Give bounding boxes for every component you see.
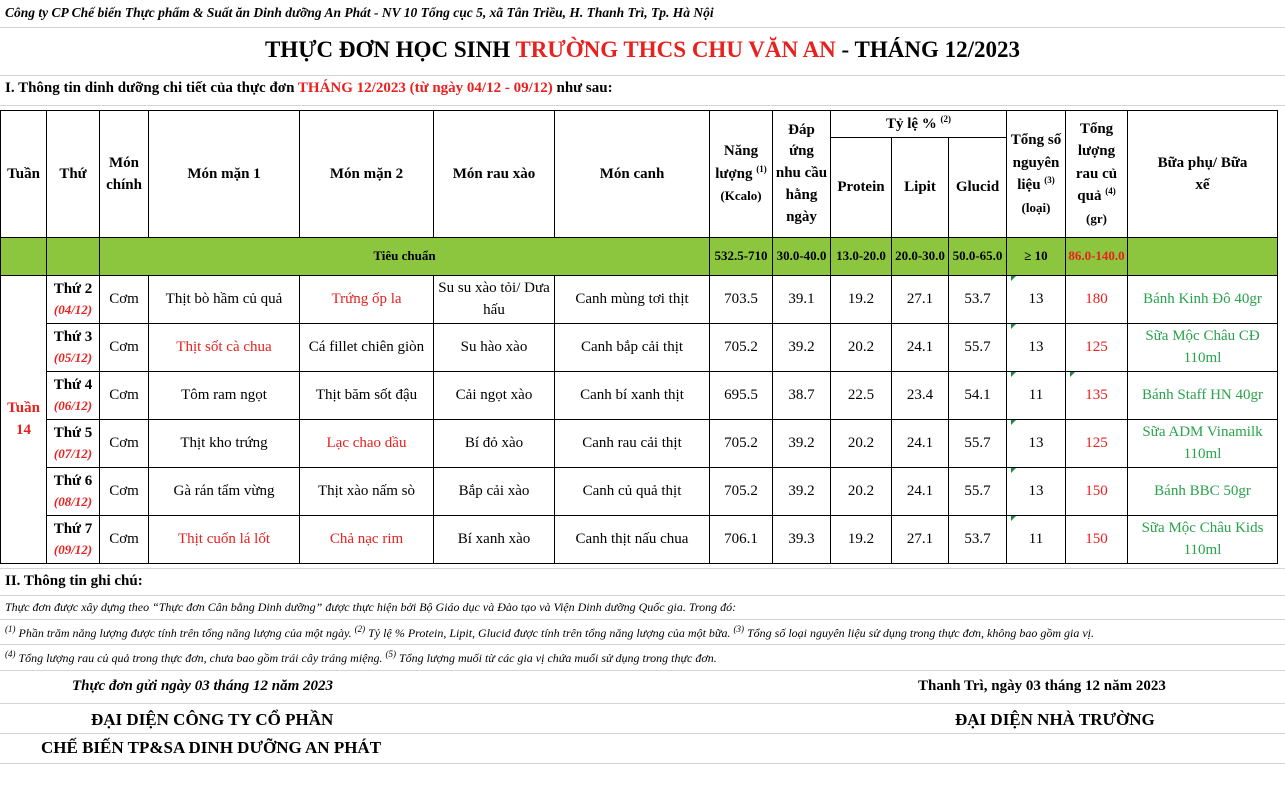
- meet-cell: 39.2: [773, 468, 831, 516]
- table-row: [1, 420, 1278, 468]
- main-cell: Cơm: [100, 324, 149, 372]
- protein-cell: 19.2: [831, 516, 892, 564]
- standard-empty: [1, 238, 47, 276]
- snack-cell: Bánh Staff HN 40gr: [1128, 372, 1278, 420]
- title-suffix: - THÁNG 12/2023: [835, 37, 1021, 62]
- day-cell: [47, 372, 100, 420]
- salty1-cell: Thịt bò hầm củ quả: [149, 276, 300, 324]
- standard-energy: 532.5-710: [710, 238, 773, 276]
- veg-cell: Su su xào tỏi/ Dưa hấu: [434, 276, 555, 324]
- header-energy: [710, 111, 773, 238]
- section2-heading: II. Thông tin ghi chú:: [5, 573, 143, 589]
- glucid-cell: 54.1: [949, 372, 1007, 420]
- lipit-cell: 23.4: [892, 372, 949, 420]
- protein-cell: 20.2: [831, 420, 892, 468]
- ingredients-cell: 13: [1007, 468, 1066, 516]
- day-date: (04/12): [53, 301, 93, 317]
- comment-indicator-icon: [1011, 420, 1016, 425]
- table-row: [1, 276, 1278, 324]
- snack-cell: Sữa ADM Vinamilk 110ml: [1128, 420, 1278, 468]
- vegtotal-cell: 135: [1066, 372, 1128, 420]
- standard-lipit: 20.0-30.0: [892, 238, 949, 276]
- glucid-cell: 53.7: [949, 516, 1007, 564]
- header-day: Thứ: [47, 111, 100, 238]
- day-date: (08/12): [53, 493, 93, 509]
- company-info: Công ty CP Chế biến Thực phẩm & Suất ăn Dinh dưỡng An Phát - NV 10 Tổng cục 5, xã Tân Triều, H. Thanh Trì, Tp. Hà Nội: [5, 5, 714, 20]
- header-salty2: Món mặn 2: [300, 111, 434, 238]
- company-representative-line-2: CHẾ BIẾN TP&SA DINH DƯỠNG AN PHÁT: [41, 738, 382, 757]
- table-row: [1, 468, 1278, 516]
- header-ratio-sup: (2): [940, 113, 952, 124]
- header-vegtotal-sup: (4): [1105, 186, 1116, 197]
- header-ingredients-label: Tổng số nguyên liệu: [1010, 132, 1062, 193]
- day-date: (05/12): [53, 349, 93, 365]
- day-date: (09/12): [53, 541, 93, 557]
- main-cell: Cơm: [100, 372, 149, 420]
- day-name: Thứ 3: [53, 329, 93, 346]
- grid-line: [0, 595, 1285, 596]
- note-text: Tổng lượng muối từ các gia vị chứa muối sử dụng trong thực đơn.: [395, 651, 717, 665]
- table-row: [1, 324, 1278, 372]
- note-sup: (5): [385, 649, 396, 659]
- veg-cell: Bí xanh xào: [434, 516, 555, 564]
- section1-suffix: như sau:: [552, 80, 613, 96]
- standard-row: [1, 238, 1278, 276]
- place-date: Thanh Trì, ngày 03 tháng 12 năm 2023: [918, 678, 1166, 694]
- menu-table: [0, 110, 1278, 564]
- week-cell: Tuần 14: [1, 276, 47, 564]
- note-intro: Thực đơn được xây dựng theo “Thực đơn Cân bằng Dinh dưỡng” được thực hiện bởi Bộ Giáo dục và Đào tạo và Viện Dinh dưỡng Quốc gia. Trong đó:: [5, 600, 737, 614]
- meet-cell: 39.3: [773, 516, 831, 564]
- salty1-cell: Thịt sốt cà chua: [149, 324, 300, 372]
- company-representative-line-1: ĐẠI DIỆN CÔNG TY CỔ PHẦN: [91, 710, 334, 729]
- grid-line: [0, 733, 1285, 734]
- grid-line: [0, 105, 1285, 106]
- standard-empty: [1128, 238, 1278, 276]
- protein-cell: 20.2: [831, 324, 892, 372]
- day-name: Thứ 7: [53, 521, 93, 538]
- section1-prefix: I. Thông tin dinh dưỡng chi tiết của thực đơn: [5, 80, 298, 96]
- salty2-cell: Trứng ốp la: [300, 276, 434, 324]
- sent-date: Thực đơn gửi ngày 03 tháng 12 năm 2023: [72, 678, 334, 694]
- veg-cell: Cải ngọt xào: [434, 372, 555, 420]
- energy-cell: 695.5: [710, 372, 773, 420]
- energy-cell: 705.2: [710, 468, 773, 516]
- energy-cell: 705.2: [710, 324, 773, 372]
- vegtotal-cell: 125: [1066, 420, 1128, 468]
- salty2-cell: Thịt băm sốt đậu: [300, 372, 434, 420]
- comment-indicator-icon: [1011, 276, 1016, 281]
- header-week: Tuần: [1, 111, 47, 238]
- grid-line: [0, 763, 1285, 764]
- note-line-2: [5, 649, 717, 666]
- comment-indicator-icon: [1011, 468, 1016, 473]
- section1-heading: [5, 80, 613, 97]
- veg-cell: Su hào xào: [434, 324, 555, 372]
- standard-glucid: 50.0-65.0: [949, 238, 1007, 276]
- day-name: Thứ 2: [53, 281, 93, 298]
- grid-line: [0, 703, 1285, 704]
- standard-protein: 13.0-20.0: [831, 238, 892, 276]
- header-ratio: [831, 111, 1007, 138]
- main-cell: Cơm: [100, 516, 149, 564]
- soup-cell: Canh mùng tơi thịt: [555, 276, 710, 324]
- protein-cell: 20.2: [831, 468, 892, 516]
- salty2-cell: Lạc chao dầu: [300, 420, 434, 468]
- header-ratio-label: Tỷ lệ %: [885, 115, 937, 132]
- title-prefix: THỰC ĐƠN HỌC SINH: [264, 37, 516, 62]
- page-title: [0, 37, 1285, 63]
- school-representative: ĐẠI DIỆN NHÀ TRƯỜNG: [955, 710, 1155, 729]
- header-ingredients-sup: (3): [1044, 175, 1055, 185]
- ingredients-cell: 11: [1007, 516, 1066, 564]
- glucid-cell: 55.7: [949, 324, 1007, 372]
- day-cell: [47, 420, 100, 468]
- veg-cell: Bắp cải xào: [434, 468, 555, 516]
- meet-cell: 39.2: [773, 420, 831, 468]
- salty1-cell: Thịt kho trứng: [149, 420, 300, 468]
- salty1-cell: Tôm ram ngọt: [149, 372, 300, 420]
- ingredients-cell: 13: [1007, 276, 1066, 324]
- header-ingredients-unit: (loại): [1021, 199, 1051, 215]
- ingredients-cell: 13: [1007, 420, 1066, 468]
- ingredients-cell: 13: [1007, 324, 1066, 372]
- energy-cell: 705.2: [710, 420, 773, 468]
- header-meet: Đáp ứng nhu cầu hằng ngày: [773, 111, 831, 238]
- soup-cell: Canh rau cải thịt: [555, 420, 710, 468]
- header-protein: Protein: [831, 138, 892, 238]
- note-line-1: [5, 624, 1094, 641]
- header-main: Món chính: [100, 111, 149, 238]
- comment-indicator-icon: [1011, 372, 1016, 377]
- grid-line: [0, 670, 1285, 671]
- day-cell: [47, 468, 100, 516]
- meet-cell: 39.2: [773, 324, 831, 372]
- salty1-cell: Gà rán tẩm vừng: [149, 468, 300, 516]
- glucid-cell: 55.7: [949, 468, 1007, 516]
- lipit-cell: 24.1: [892, 420, 949, 468]
- grid-line: [0, 619, 1285, 620]
- note-sup: (3): [733, 624, 744, 634]
- vegtotal-cell: 180: [1066, 276, 1128, 324]
- energy-cell: 706.1: [710, 516, 773, 564]
- salty1-cell: Thịt cuốn lá lốt: [149, 516, 300, 564]
- snack-cell: Sữa Mộc Châu CĐ 110ml: [1128, 324, 1278, 372]
- lipit-cell: 27.1: [892, 276, 949, 324]
- header-snack: Bữa phụ/ Bữa xế: [1128, 111, 1278, 238]
- day-cell: [47, 276, 100, 324]
- comment-indicator-icon: [1070, 372, 1075, 377]
- snack-cell: Bánh BBC 50gr: [1128, 468, 1278, 516]
- lipit-cell: 24.1: [892, 324, 949, 372]
- header-lipit: Lipit: [892, 138, 949, 238]
- note-sup: (2): [354, 624, 366, 634]
- vegtotal-cell: 125: [1066, 324, 1128, 372]
- title-school: TRƯỜNG THCS CHU VĂN AN: [515, 37, 836, 62]
- comment-indicator-icon: [1011, 324, 1016, 329]
- day-date: (06/12): [53, 397, 93, 413]
- note-text: Phần trăm năng lượng được tính trên tổng năng lượng của một ngày.: [15, 626, 355, 640]
- protein-cell: 19.2: [831, 276, 892, 324]
- grid-line: [0, 27, 1285, 28]
- header-ingredients: [1007, 111, 1066, 238]
- salty2-cell: Thịt xào nấm sò: [300, 468, 434, 516]
- main-cell: Cơm: [100, 468, 149, 516]
- header-energy-sup: (1): [756, 163, 767, 174]
- veg-cell: Bí đỏ xào: [434, 420, 555, 468]
- header-vegtotal-unit: (gr): [1086, 210, 1107, 226]
- snack-cell: Bánh Kinh Đô 40gr: [1128, 276, 1278, 324]
- vegtotal-cell: 150: [1066, 516, 1128, 564]
- header-row: [1, 111, 1278, 138]
- note-text: Tổng lượng rau củ quả trong thực đơn, chưa bao gồm trái cây tráng miệng.: [15, 651, 386, 665]
- lipit-cell: 27.1: [892, 516, 949, 564]
- day-date: (07/12): [53, 445, 93, 461]
- soup-cell: Canh thịt nấu chua: [555, 516, 710, 564]
- table-row: [1, 372, 1278, 420]
- standard-ingredients: ≥ 10: [1007, 238, 1066, 276]
- section1-highlight: THÁNG 12/2023 (từ ngày 04/12 - 09/12): [297, 80, 553, 96]
- meet-cell: 38.7: [773, 372, 831, 420]
- note-text: Tỷ lệ % Protein, Lipit, Glucid được tính trên tổng năng lượng của một bữa.: [365, 626, 734, 640]
- header-soup: Món canh: [555, 111, 710, 238]
- day-name: Thứ 5: [53, 425, 93, 442]
- soup-cell: Canh bắp cải thịt: [555, 324, 710, 372]
- day-name: Thứ 4: [53, 377, 93, 394]
- header-energy-unit: (Kcalo): [720, 188, 762, 204]
- day-name: Thứ 6: [53, 473, 93, 490]
- standard-meet: 30.0-40.0: [773, 238, 831, 276]
- main-cell: Cơm: [100, 420, 149, 468]
- vegtotal-cell: 150: [1066, 468, 1128, 516]
- header-glucid: Glucid: [949, 138, 1007, 238]
- note-sup: (4): [5, 649, 16, 659]
- glucid-cell: 53.7: [949, 276, 1007, 324]
- main-cell: Cơm: [100, 276, 149, 324]
- note-text: Tổng số loại nguyên liệu sử dụng trong thực đơn, không bao gồm gia vị.: [743, 626, 1095, 640]
- standard-label: Tiêu chuẩn: [100, 238, 710, 276]
- note-sup: (1): [5, 624, 16, 634]
- table-row: [1, 516, 1278, 564]
- soup-cell: Canh bí xanh thịt: [555, 372, 710, 420]
- grid-line: [0, 568, 1285, 569]
- ingredients-cell: 11: [1007, 372, 1066, 420]
- protein-cell: 22.5: [831, 372, 892, 420]
- grid-line: [0, 75, 1285, 76]
- salty2-cell: Cá fillet chiên giòn: [300, 324, 434, 372]
- lipit-cell: 24.1: [892, 468, 949, 516]
- day-cell: [47, 516, 100, 564]
- comment-indicator-icon: [1011, 516, 1016, 521]
- standard-empty: [47, 238, 100, 276]
- header-salty1: Món mặn 1: [149, 111, 300, 238]
- header-vegtotal: [1066, 111, 1128, 238]
- grid-line: [0, 644, 1285, 645]
- glucid-cell: 55.7: [949, 420, 1007, 468]
- day-cell: [47, 324, 100, 372]
- header-energy-label: Năng lượng: [715, 143, 759, 182]
- header-veg: Món rau xào: [434, 111, 555, 238]
- energy-cell: 703.5: [710, 276, 773, 324]
- meet-cell: 39.1: [773, 276, 831, 324]
- soup-cell: Canh củ quả thịt: [555, 468, 710, 516]
- salty2-cell: Chả nạc rim: [300, 516, 434, 564]
- header-vegtotal-label: Tổng lượng rau củ quả: [1075, 120, 1118, 205]
- snack-cell: Sữa Mộc Châu Kids 110ml: [1128, 516, 1278, 564]
- standard-vegtotal: 86.0-140.0: [1066, 238, 1128, 276]
